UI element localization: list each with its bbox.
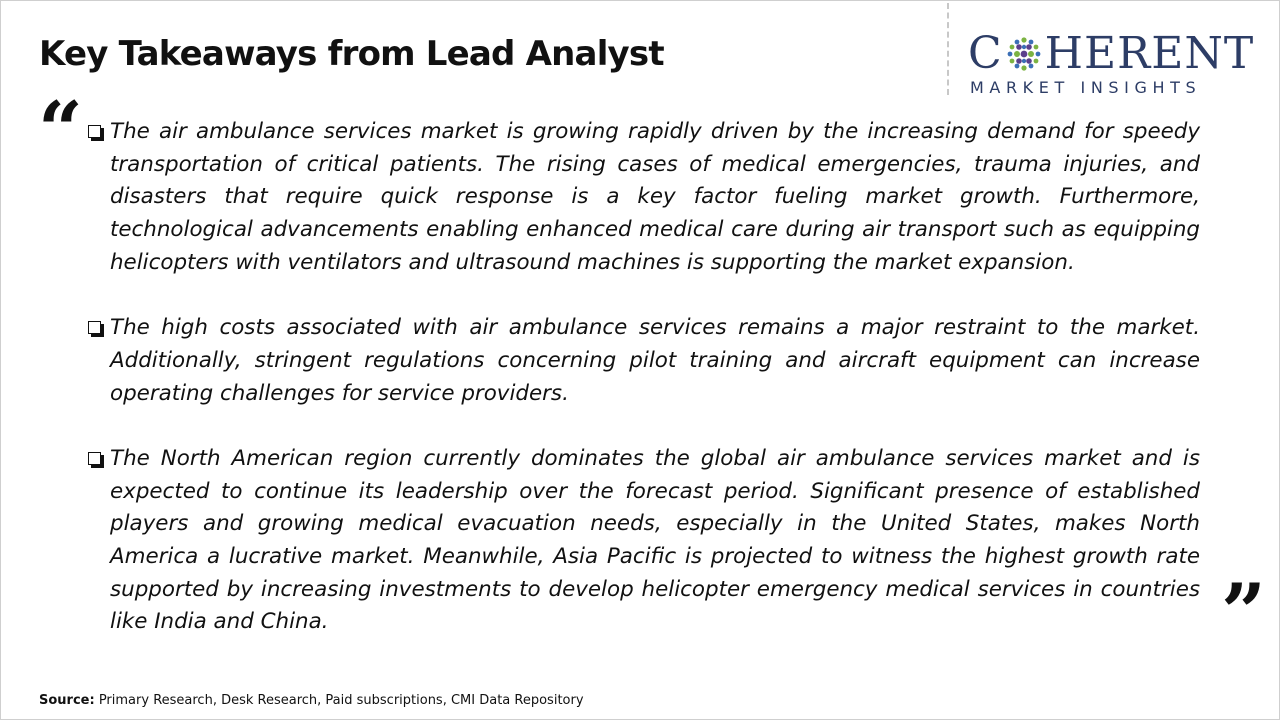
logo-letters-herent: HERENT [1044,28,1255,79]
logo-tagline: MARKET INSIGHTS [970,78,1202,97]
source-label: Source: [39,693,95,708]
source-text: Primary Research, Desk Research, Paid subscriptions, CMI Data Repository [94,693,584,708]
checkbox-bullet-icon [88,125,101,138]
takeaway-item [86,443,1200,639]
takeaway-item [86,116,1200,280]
takeaway-item [86,312,1200,410]
takeaway-text: The high costs associated with air ambulance services remains a major restraint to the market. Additionally, stringent regulations concerning pilot training and aircraft equipment can increase operating challenges for service providers. [110,315,1200,406]
source-note [39,693,584,708]
takeaway-text: The North American region currently dominates the global air ambulance services market and is expected to continue its leadership over the forecast period. Significant presence of established players and growing medical evacuation needs, especially in the United States, makes North America a lucrative market. Meanwhile, Asia Pacific is projected to witness the highest growth rate supported by increasing investments to develop helicopter emergency medical services in countries like India and China. [110,445,1200,635]
open-quote-icon: “ [38,85,83,176]
header-divider [947,3,949,95]
takeaway-list [86,116,1200,672]
close-quote-icon: ” [1221,567,1266,658]
coherent-market-insights-logo [968,30,1260,100]
logo-letter-c: C [968,28,1003,79]
slide-title: Key Takeaways from Lead Analyst [39,34,664,74]
checkbox-bullet-icon [88,321,101,334]
logo-wordmark [968,30,1254,78]
takeaway-text: The air ambulance services market is growing rapidly driven by the increasing demand for speedy transportation of critical patients. The rising cases of medical emergencies, trauma injuries, and disasters that require quick response is a key factor fueling market growth. Furthermore, technological advancements enabling enhanced medical care during air transport such as equipping helicopters with ventilators and ultrasound machines is supporting the market expansion. [110,119,1200,275]
logo-globe-icon [1004,32,1044,76]
checkbox-bullet-icon [88,452,101,465]
